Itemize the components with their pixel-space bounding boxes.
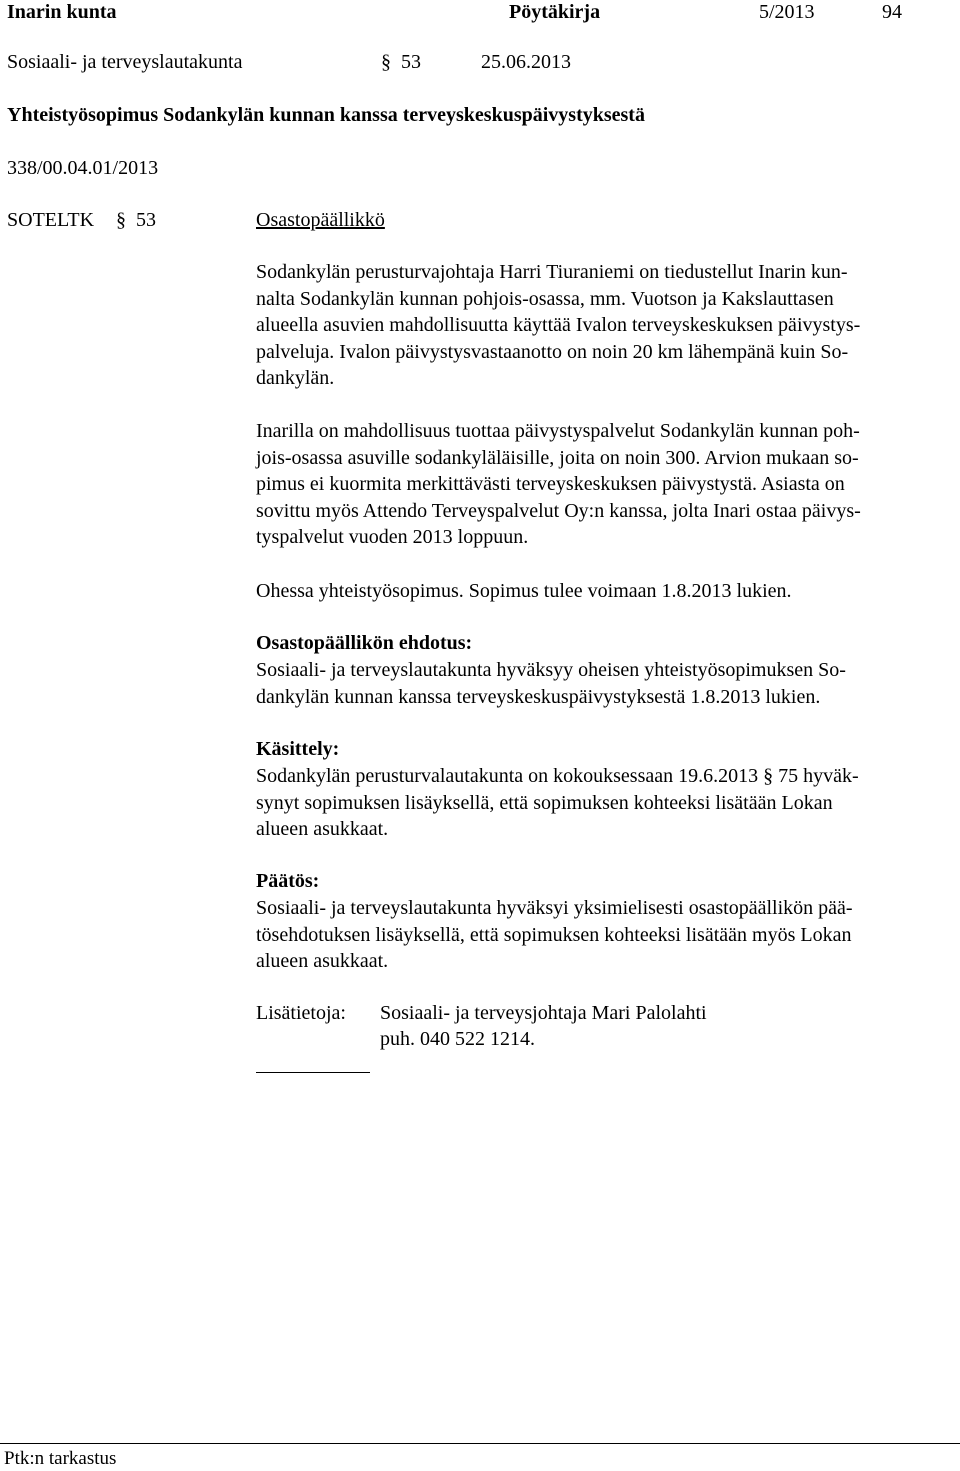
presenter: Osastopäällikkö bbox=[256, 209, 385, 231]
info-contact-phone: puh. 040 522 1214. bbox=[380, 1028, 535, 1050]
paragraph-attachment: Ohessa yhteistyösopimus. Sopimus tulee voimaan 1.8.2013 lukien. bbox=[256, 580, 792, 602]
item-section-number: 53 bbox=[136, 209, 156, 231]
paragraph-background: Sodankylän perusturvajohtaja Harri Tiuraniemi on tiedustellut Inarin kun- nalta Sodankylän kunnan pohjois-osassa, mm. Vuotson ja Kakslauttasen alueella asuvien mahdollisuutta käyttää Ivalon terveyskeskuksen päivystys- palveluja. Ivalon päivystysvastaanotto on noin 20 km lähempänä kuin So- dankylän. bbox=[256, 261, 861, 389]
info-contact-name: Sosiaali- ja terveysjohtaja Mari Palolahti bbox=[380, 1002, 707, 1024]
issue-number: 5/2013 bbox=[759, 1, 815, 23]
document-type: Pöytäkirja bbox=[509, 1, 601, 23]
section-number: 53 bbox=[401, 51, 421, 73]
handling-text: Sodankylän perusturvalautakunta on kokouksessaan 19.6.2013 § 75 hyväk- synyt sopimuksen lisäyksellä, että sopimuksen kohteeksi lisätään Lokan alueen asukkaat. bbox=[256, 765, 859, 840]
reference-number: 338/00.04.01/2013 bbox=[7, 157, 159, 179]
signature-line bbox=[256, 1072, 370, 1073]
handling-heading: Käsittely: bbox=[256, 738, 340, 760]
municipality-name: Inarin kunta bbox=[7, 1, 117, 23]
decision-heading: Päätös: bbox=[256, 870, 320, 892]
page-number: 94 bbox=[882, 1, 902, 23]
section-sign-icon: § bbox=[116, 209, 126, 231]
info-label: Lisätietoja: bbox=[256, 1002, 346, 1024]
section-label: SOTELTK bbox=[7, 209, 95, 231]
committee-name: Sosiaali- ja terveyslautakunta bbox=[7, 51, 243, 73]
footer-divider bbox=[0, 1443, 960, 1444]
item-title: Yhteistyösopimus Sodankylän kunnan kanssa terveyskeskuspäivystyksestä bbox=[7, 104, 645, 126]
proposal-text: Sosiaali- ja terveyslautakunta hyväksyy oheisen yhteistyösopimuksen So- dankylän kunnan kanssa terveyskeskuspäivystyksestä 1.8.2013 lukien. bbox=[256, 659, 846, 708]
section-sign-icon: § bbox=[381, 51, 391, 73]
proposal-heading: Osastopäällikön ehdotus: bbox=[256, 632, 473, 654]
decision-text: Sosiaali- ja terveyslautakunta hyväksyi yksimielisesti osastopäällikön pää- tösehdotuksen lisäyksellä, että sopimuksen kohteeksi lisätään myös Lokan alueen asukkaat. bbox=[256, 897, 853, 972]
meeting-date: 25.06.2013 bbox=[481, 51, 571, 73]
paragraph-assessment: Inarilla on mahdollisuus tuottaa päivystyspalvelut Sodankylän kunnan poh- jois-osassa asuville sodankyläläisille, joita on noin 300. Arvion mukaan so- pimus ei kuormita merkittävästi terveyskeskuksen päivystystä. Asiasta on sovittu myös Attendo Terveyspalvelut Oy:n kanssa, jolta Inari ostaa päivys- tyspalvelut vuoden 2013 loppuun. bbox=[256, 420, 861, 548]
footer-check-label: Ptk:n tarkastus bbox=[4, 1448, 117, 1469]
